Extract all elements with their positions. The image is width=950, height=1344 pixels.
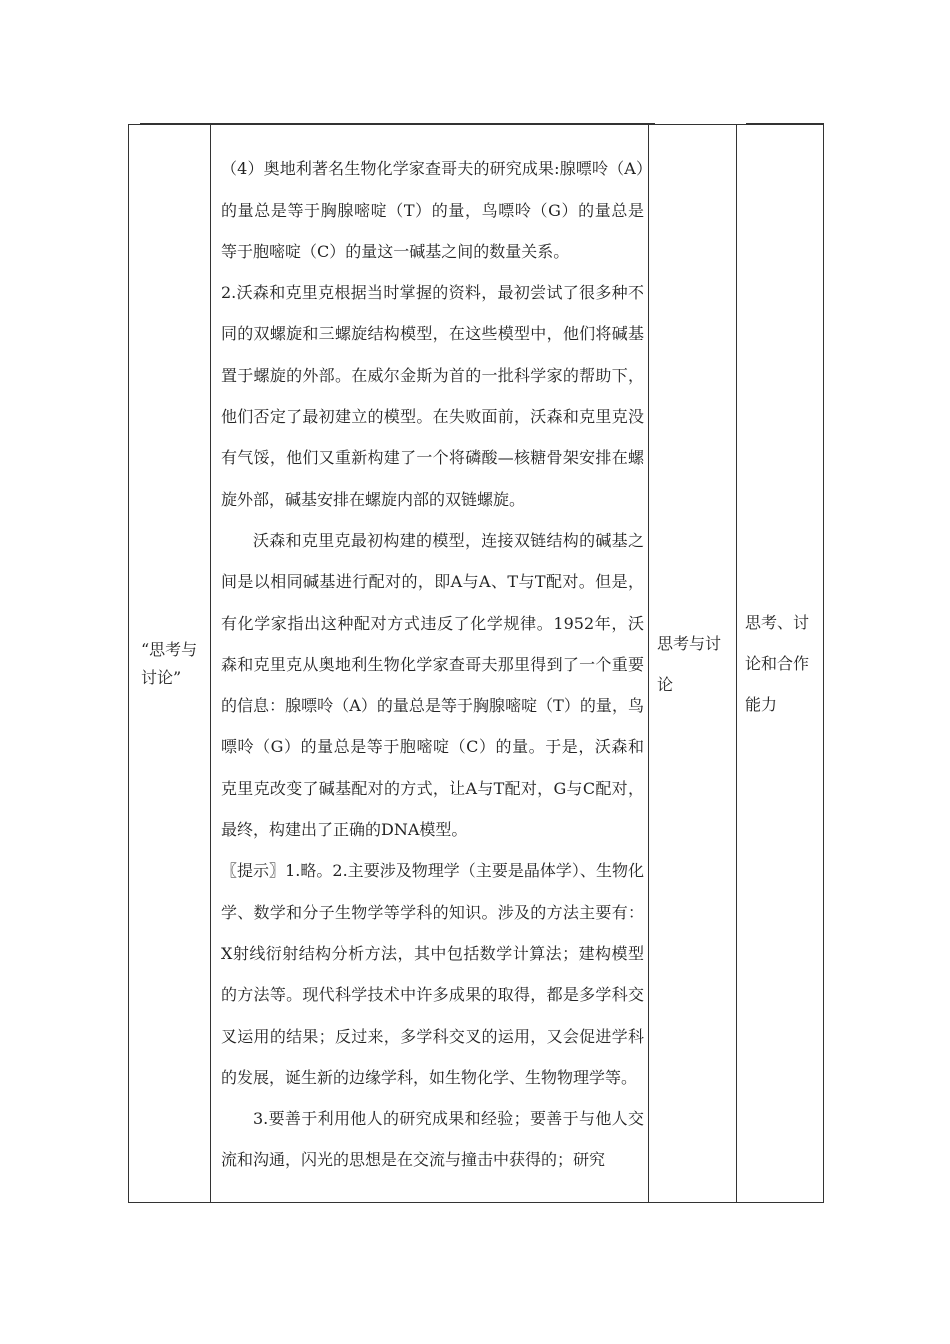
lesson-plan-table [128,124,824,1203]
content-cell [211,125,649,1203]
activity-cell [129,125,211,1203]
paragraph: 沃森和克里克最初构建的模型，连接双链结构的碱基之间是以相同碱基进行配对的，即A与A、T与T配对。但是，有化学家指出这种配对方式违反了化学规律。1952年，沃森和克里克从奥地利生物化学家查哥夫那里得到了一个重要的信息：腺嘌呤（A）的量总是等于胸腺嘧啶（T）的量，鸟嘌呤（G）的量总是等于胞嘧啶（C）的量。于是，沃森和克里克改变了碱基配对的方式，让A与T配对，G与C配对，最终，构建出了正确的DNA模型。 [221,530,644,840]
paragraph: 〖提示〗1.略。2.主要涉及物理学（主要是晶体学）、生物化学、数学和分子生物学等学科的知识。涉及的方法主要有：X射线衍射结构分析方法，其中包括数学计算法；建构模型的方法等。现代科学技术中许多成果的取得，都是多学科交叉运用的结果；反过来，多学科交叉的运用，又会促进学科的发展，诞生新的边缘学科，如生物化学、生物物理学等。 [221,861,644,1087]
paragraph: （4）奥地利著名生物化学家查哥夫的研究成果:腺嘌呤（A）的量总是等于胸腺嘧啶（T）的量，鸟嘌呤（G）的量总是等于胞嘧啶（C）的量这一碱基之间的数量关系。 [221,159,644,261]
student-activity-cell [649,125,737,1203]
paragraph: 2.沃森和克里克根据当时掌握的资料，最初尝试了很多种不同的双螺旋和三螺旋结构模型，在这些模型中，他们将碱基置于螺旋的外部。在威尔金斯为首的一批科学家的帮助下，他们否定了最初建立的模型。在失败面前，沃森和克里克没有气馁，他们又重新构建了一个将磷酸—核糖骨架安排在螺旋外部，碱基安排在螺旋内部的双链螺旋。 [221,283,644,509]
paragraph: 3.要善于利用他人的研究成果和经验；要善于与他人交流和沟通，闪光的思想是在交流与撞击中获得的；研究 [221,1109,644,1170]
goal-cell [737,125,824,1203]
activity-label: “思考与讨论” [141,639,198,687]
goal-label: 思考、讨论和合作能力 [745,613,810,714]
student-activity-label: 思考与讨论 [657,633,722,694]
table-row [129,125,824,1203]
content-text [211,146,648,1180]
